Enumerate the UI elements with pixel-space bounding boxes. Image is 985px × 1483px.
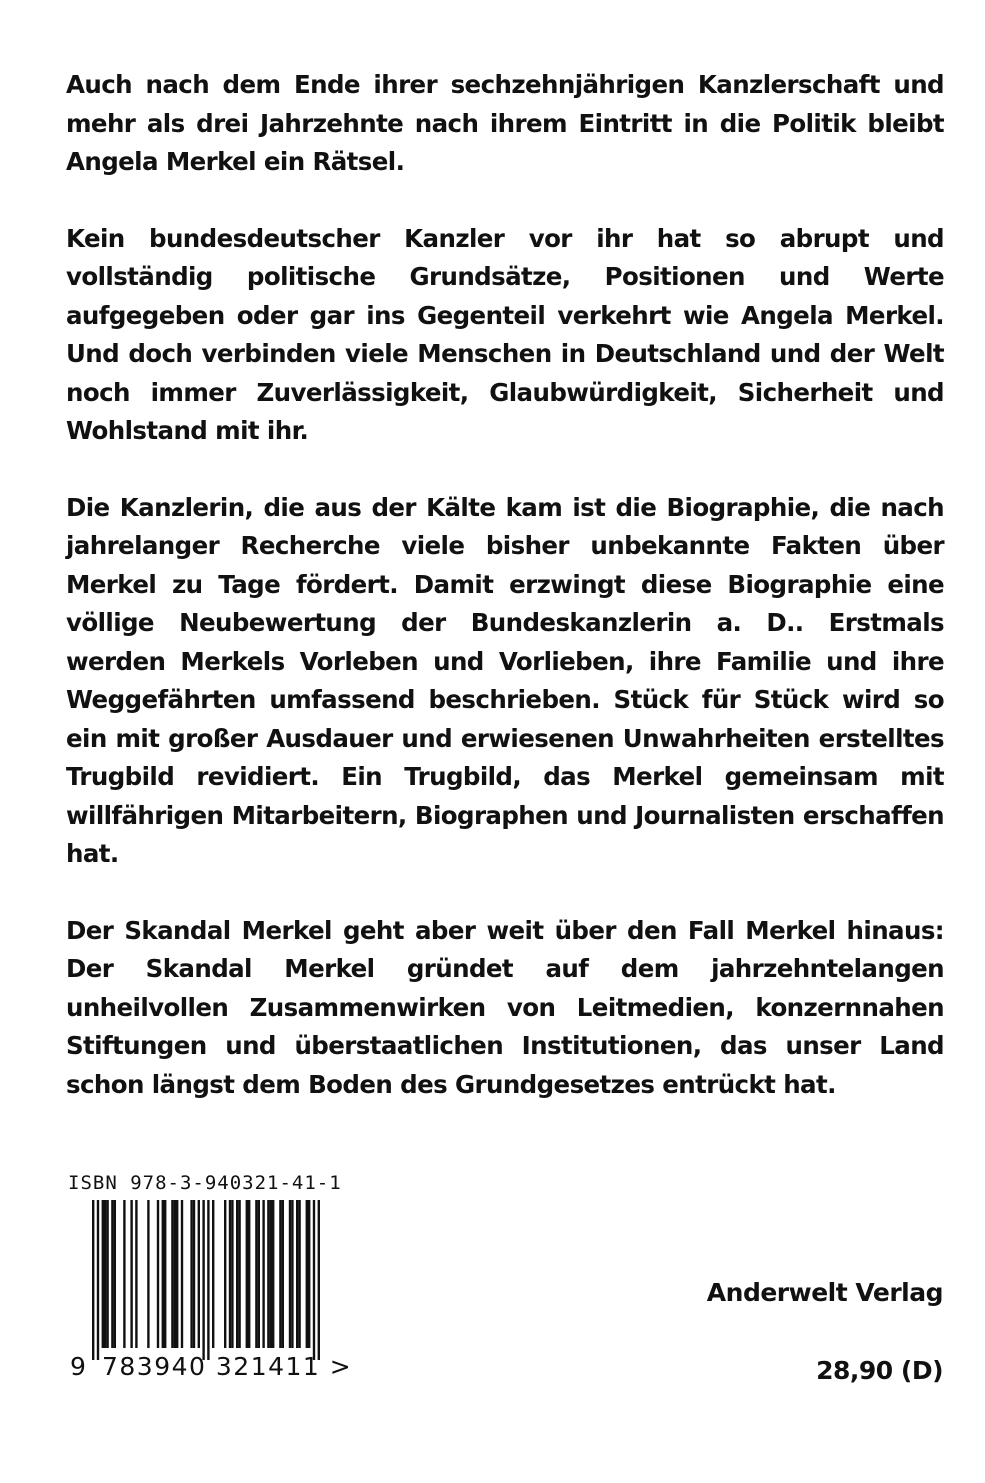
ean-first-digit: 9 <box>70 1352 86 1381</box>
barcode-bar <box>111 1200 113 1348</box>
barcode-bar <box>162 1200 164 1348</box>
barcode-bar <box>229 1200 231 1348</box>
barcode-bar <box>231 1200 233 1348</box>
barcode-bar <box>258 1200 260 1348</box>
barcode-bar <box>102 1200 104 1348</box>
barcode-bar <box>174 1200 176 1348</box>
barcode-bar <box>207 1200 209 1360</box>
barcode-bar <box>248 1200 250 1348</box>
barcode-bar <box>238 1200 240 1348</box>
barcode-bar <box>279 1200 281 1348</box>
barcode-bar <box>291 1200 293 1348</box>
ean-digits: 783940 321411 > <box>102 1352 353 1381</box>
blurb-paragraph-1: Auch nach dem Ende ihrer sechzehnjährigen Kanzlerschaft und mehr als drei Jahrzehnte nach ihrem Eintritt in die Politik bleibt Angela Merkel ein Rätsel. <box>66 70 944 176</box>
barcode-bar <box>198 1200 200 1348</box>
barcode-bar <box>123 1200 125 1348</box>
barcode-bar <box>114 1200 116 1348</box>
publisher-name: Anderwelt Verlag <box>706 1278 943 1307</box>
barcode-bar <box>97 1200 99 1360</box>
barcode-bar <box>272 1200 274 1348</box>
barcode-bar <box>92 1200 94 1360</box>
barcode-icon <box>92 1200 332 1370</box>
barcode-bar <box>306 1200 308 1348</box>
barcode-bar <box>171 1200 173 1348</box>
barcode-bar <box>104 1200 106 1348</box>
price-label: 28,90 (D) <box>816 1356 943 1385</box>
barcode-bar <box>164 1200 166 1348</box>
barcode-bar <box>224 1200 226 1348</box>
barcode-bar <box>282 1200 284 1348</box>
barcode-bar <box>193 1200 195 1348</box>
barcode-bar <box>212 1200 214 1348</box>
barcode-bar <box>262 1200 264 1348</box>
barcode-bar <box>298 1200 300 1348</box>
barcode-bar <box>157 1200 159 1348</box>
barcode-bar <box>130 1200 132 1348</box>
barcode-bar <box>181 1200 183 1348</box>
barcode-bar <box>318 1200 320 1360</box>
barcode-bar <box>190 1200 192 1348</box>
barcode-bar <box>289 1200 291 1348</box>
barcode-bar <box>255 1200 257 1348</box>
barcode-bar <box>236 1200 238 1348</box>
barcode-bar <box>135 1200 137 1348</box>
barcode-bar <box>106 1200 108 1348</box>
barcode-bar <box>267 1200 269 1348</box>
blurb-paragraph-3: Die Kanzlerin, die aus der Kälte kam ist die Biographie, die nach jahrelanger Recherche viele bisher unbekannte Fakten über Merkel zu Tage fördert. Damit erzwingt diese Biographie eine völlige Neubewertung der Bundeskanzlerin a. D.. Erstmals werden Merkels Vorleben und Vorlieben, ihre Familie und ihre Weggefährten umfassend beschrieben. Stück für Stück wird so ein mit großer Ausdauer und erwiesenen Unwahrheiten erstelltes Trugbild revidiert. Ein Trugbild, das Merkel gemeinsam mit willfährigen Mitarbeitern, Biographen und Journalisten erschaffen hat. <box>66 492 944 868</box>
isbn-barcode-block <box>66 1172 356 1402</box>
barcode-bar <box>147 1200 149 1348</box>
isbn-label: ISBN 978-3-940321-41-1 <box>68 1172 342 1194</box>
barcode-bar <box>270 1200 272 1348</box>
back-cover-blurb <box>66 66 944 1142</box>
barcode-bar <box>246 1200 248 1348</box>
blurb-paragraph-4: Der Skandal Merkel geht aber weit über den Fall Merkel hinaus: Der Skandal Merkel gründet auf dem jahrzehntelangen unheilvollen Zusammenwirken von Leitmedien, konzernnahen Stiftungen und überstaatlichen Institutionen, das unser Land schon längst dem Boden des Grundgesetzes entrückt hat. <box>66 915 944 1099</box>
barcode-bar <box>202 1200 204 1360</box>
barcode-bar <box>313 1200 315 1360</box>
blurb-paragraph-2: Kein bundesdeutscher Kanzler vor ihr hat so abrupt und vollständig politische Grundsätze, Positionen und Werte aufgegeben oder gar ins Gegenteil verkehrt wie Angela Merkel. Und doch verbinden viele Menschen in Deutschland und der Welt noch immer Zuverlässigkeit, Glaubwürdigkeit, Sicherheit und Wohlstand mit ihr. <box>66 223 944 445</box>
barcode-bar <box>308 1200 310 1348</box>
barcode-bar <box>176 1200 178 1348</box>
barcode-bar <box>296 1200 298 1348</box>
